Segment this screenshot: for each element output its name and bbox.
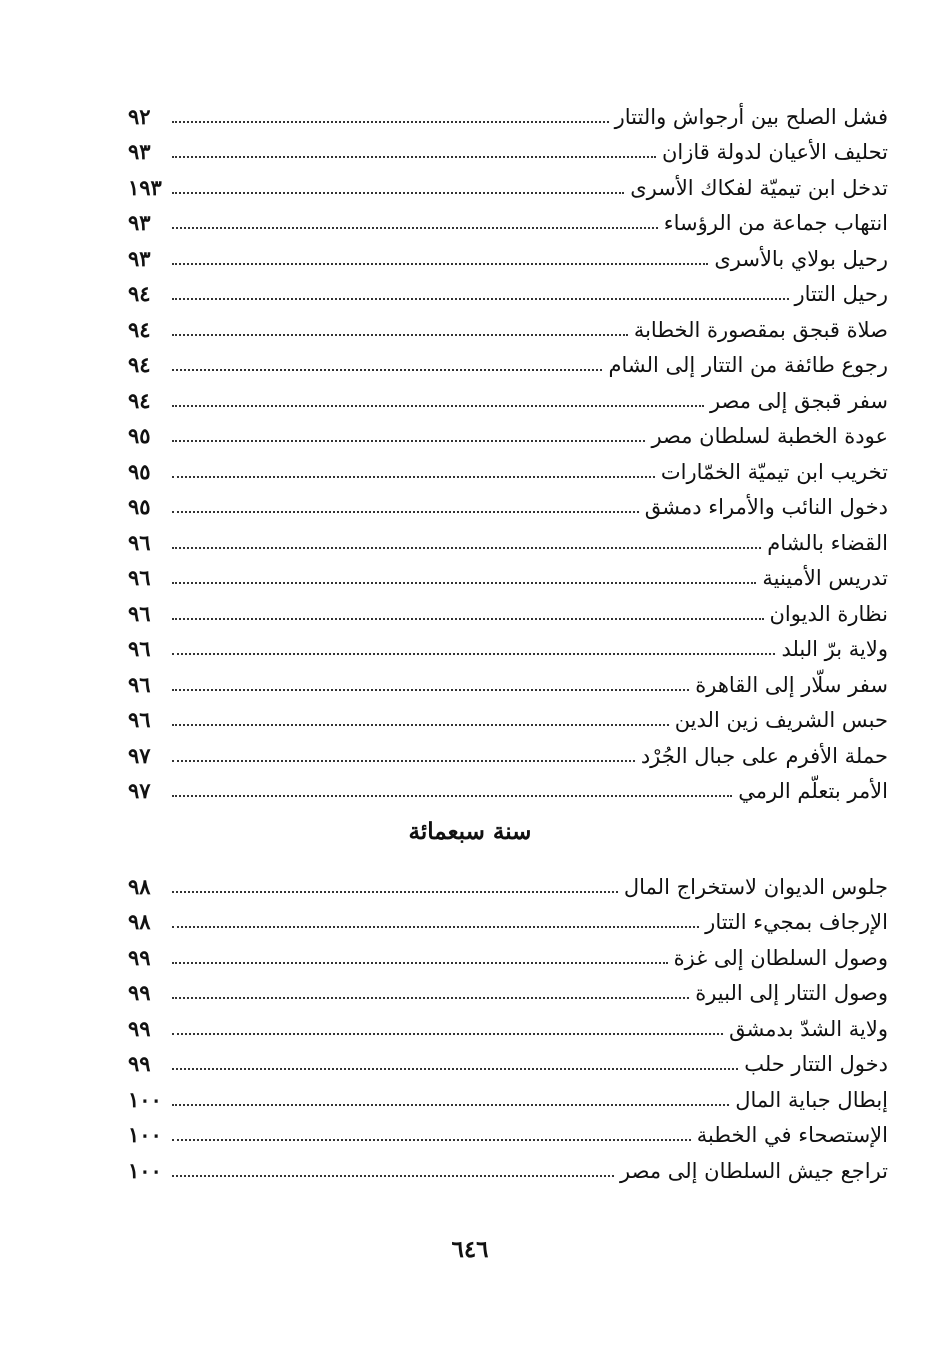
toc-entry <box>128 522 888 558</box>
toc-entry-title: عودة الخطبة لسلطان مصر <box>651 424 888 448</box>
toc-entry-page: ٩٤ <box>128 316 151 342</box>
toc-entry-title: سفر سلّار إلى القاهرة <box>695 672 888 697</box>
toc-entry <box>128 629 888 665</box>
toc-entry-page: ٩٦ <box>128 529 151 555</box>
page-number: ٦٤٦ <box>451 1236 489 1263</box>
toc-entry <box>128 1150 888 1186</box>
dot-leader <box>172 1175 614 1177</box>
toc-entry <box>128 700 888 736</box>
toc-entry-title: رجوع طائفة من التتار إلى الشام <box>608 353 888 377</box>
toc-list-part1 <box>128 96 888 806</box>
toc-entry-page: ٩٥ <box>128 423 151 448</box>
toc-entry-page: ٩٩ <box>128 1015 151 1041</box>
dot-leader <box>172 582 756 584</box>
toc-entry-title: حبس الشريف زين الدين <box>674 708 888 732</box>
toc-entry-title: الإرجاف بمجيء التتار <box>705 910 888 934</box>
toc-entry-page: ١٠٠ <box>128 1086 162 1112</box>
dot-leader <box>172 724 669 726</box>
toc-entry-page: ٩٤ <box>128 352 151 377</box>
toc-entry-title: سفر قبجق إلى مصر <box>709 388 888 413</box>
dot-leader <box>172 440 645 442</box>
toc-entry <box>128 345 888 381</box>
toc-entry-title: جلوس الديوان لاستخراج المال <box>623 874 888 899</box>
toc-entry-title: حملة الأفرم على جبال الجُرْد <box>640 743 888 768</box>
toc-entry <box>128 451 888 487</box>
toc-entry <box>128 973 888 1009</box>
toc-entry-page: ٩٩ <box>128 1051 151 1076</box>
toc-entry-page: ٩٥ <box>128 494 151 519</box>
toc-entry-page: ٩٨ <box>128 873 151 899</box>
toc-entry-page: ٩٦ <box>128 565 151 590</box>
toc-entry-title: تخريب ابن تيميّة الخمّارات <box>660 459 888 484</box>
toc-entry <box>128 487 888 523</box>
toc-entry-title: ولاية الشدّ بدمشق <box>729 1016 888 1041</box>
section-heading: سنة سبعمائة <box>408 818 532 845</box>
toc-entry-title: فشل الصلح بين أرجواش والتتار <box>614 104 888 129</box>
toc-entry <box>128 274 888 310</box>
dot-leader <box>172 1068 738 1070</box>
toc-entry <box>128 1115 888 1151</box>
dot-leader <box>172 689 689 691</box>
toc-entry-title: تراجع جيش السلطان إلى مصر <box>620 1158 888 1183</box>
toc-entry <box>128 558 888 594</box>
dot-leader <box>172 1033 723 1035</box>
toc-entry-title: رحيل بولاي بالأسرى <box>714 246 888 271</box>
toc-entry <box>128 96 888 132</box>
dot-leader <box>172 227 658 229</box>
toc-entry-title: تحليف الأعيان لدولة قازان <box>661 140 888 164</box>
toc-entry <box>128 132 888 168</box>
toc-entry <box>128 902 888 938</box>
toc-entry <box>128 937 888 973</box>
toc-entry-title: دخول النائب والأمراء دمشق <box>644 495 888 519</box>
toc-entry-page: ٩٧ <box>128 742 151 768</box>
toc-entry <box>128 380 888 416</box>
toc-entry-title: رحيل التتار <box>794 282 888 306</box>
toc-entry <box>128 238 888 274</box>
dot-leader <box>172 760 635 762</box>
toc-entry-title: انتهاب جماعة من الرؤساء <box>663 211 888 235</box>
toc-entry-page: ٩٥ <box>128 458 151 484</box>
toc-entry <box>128 771 888 807</box>
toc-entry-page: ١٠٠ <box>128 1157 162 1183</box>
toc-entry-title: وصول السلطان إلى غزة <box>673 945 888 970</box>
toc-entry <box>128 203 888 239</box>
dot-leader <box>172 334 628 336</box>
toc-entry-title: نظارة الديوان <box>769 601 888 626</box>
dot-leader <box>172 997 689 999</box>
toc-entry-page: ٩٩ <box>128 944 151 970</box>
toc-entry-page: ١٠٠ <box>128 1122 162 1147</box>
toc-entry-title: ولاية برّ البلد <box>781 637 888 661</box>
toc-entry-page: ٩٩ <box>128 980 151 1005</box>
dot-leader <box>172 653 775 655</box>
dot-leader <box>172 192 624 194</box>
toc-entry-page: ٩٤ <box>128 281 151 306</box>
dot-leader <box>172 1104 729 1106</box>
toc-entry-page: ٩٦ <box>128 707 151 732</box>
dot-leader <box>172 298 789 300</box>
toc-entry <box>128 866 888 902</box>
toc-entry-page: ٩٢ <box>128 103 151 129</box>
toc-entry-title: دخول التتار حلب <box>744 1052 888 1076</box>
toc-entry-title: صلاة قبجق بمقصورة الخطابة <box>633 317 888 342</box>
dot-leader <box>172 121 609 123</box>
toc-entry-page: ٩٣ <box>128 139 151 164</box>
toc-entry <box>128 1079 888 1115</box>
toc-entry-title: إبطال جباية المال <box>735 1087 888 1112</box>
toc-entry <box>128 416 888 452</box>
toc-entry-page: ٩٦ <box>128 671 151 697</box>
toc-entry-page: ٩٦ <box>128 600 151 626</box>
toc-entry-page: ٩٤ <box>128 387 151 413</box>
toc-entry-title: وصول التتار إلى البيرة <box>695 981 888 1005</box>
toc-entry-page: ٩٣ <box>128 245 151 271</box>
toc-list-part2 <box>128 866 888 1186</box>
dot-leader <box>172 476 655 478</box>
toc-entry <box>128 1044 888 1080</box>
dot-leader <box>172 369 602 371</box>
dot-leader <box>172 891 618 893</box>
toc-entry-title: الإستصحاء في الخطبة <box>696 1123 888 1147</box>
dot-leader <box>172 156 656 158</box>
toc-entry-title: تدريس الأمينية <box>762 566 888 590</box>
toc-entry-title: الأمر بتعلّم الرمي <box>738 779 888 803</box>
toc-entry <box>128 664 888 700</box>
dot-leader <box>172 547 761 549</box>
dot-leader <box>172 405 704 407</box>
toc-entry <box>128 593 888 629</box>
dot-leader <box>172 962 668 964</box>
dot-leader <box>172 511 639 513</box>
dot-leader <box>172 926 699 928</box>
toc-entry-page: ٩٦ <box>128 636 151 661</box>
toc-entry <box>128 1008 888 1044</box>
toc-entry <box>128 167 888 203</box>
dot-leader <box>172 263 708 265</box>
toc-entry-title: تدخل ابن تيميّة لفكاك الأسرى <box>630 175 888 200</box>
toc-entry-page: ٩٨ <box>128 909 151 934</box>
dot-leader <box>172 795 732 797</box>
toc-entry-page: ٩٧ <box>128 778 151 803</box>
toc-entry <box>128 309 888 345</box>
dot-leader <box>172 1139 691 1141</box>
dot-leader <box>172 618 764 620</box>
toc-entry-page: ١٩٣ <box>128 174 162 200</box>
toc-entry <box>128 735 888 771</box>
toc-entry-title: القضاء بالشام <box>767 530 888 555</box>
toc-entry-page: ٩٣ <box>128 210 151 235</box>
